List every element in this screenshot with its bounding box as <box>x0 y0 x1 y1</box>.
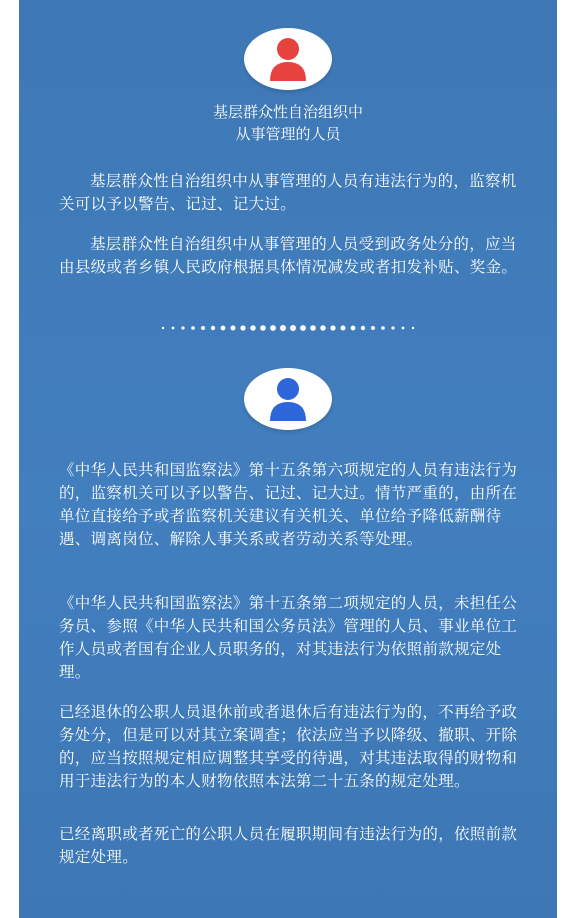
paragraph-supervision-law-item2: 《中华人民共和国监察法》第十五条第二项规定的人员，未担任公务员、参照《中华人民共和国公务员法》管理的人员、事业单位工作人员或者国有企业人员职务的，对其违法行为依照前款规定处理。 <box>59 594 518 681</box>
person-icon-blue <box>268 377 308 421</box>
section-title-line1: 基层群众性自治组织中 <box>212 103 363 121</box>
paragraph-retired-officials: 已经退休的公职人员退休前或者退休后有违法行为的，不再给予政务处分，但是可以对其立案调查；依法应当予以降级、撤职、开除的，应当按照规定相应调整其享受的待遇，对其违法取得的财物和用于违法行为的本人财物依照本法第二十五条的规定处理。 <box>59 703 518 790</box>
person-icon-red <box>268 37 308 81</box>
dotted-divider <box>161 324 417 332</box>
section-title-line2: 从事管理的人员 <box>235 125 341 143</box>
person-avatar-blue <box>244 368 332 430</box>
paragraph-village-warning: 基层群众性自治组织中从事管理的人员有违法行为的，监察机关可以予以警告、记过、记大过。 <box>59 172 517 213</box>
paragraph-village-subsidy: 基层群众性自治组织中从事管理的人员受到政务处分的，应当由县级或者乡镇人民政府根据具体情况减发或者扣发补贴、奖金。 <box>59 235 518 276</box>
content-panel <box>19 0 557 918</box>
section-title <box>19 101 557 145</box>
paragraph-departed-officials: 已经离职或者死亡的公职人员在履职期间有违法行为的，依照前款规定处理。 <box>59 825 518 866</box>
person-avatar-red <box>244 28 332 90</box>
paragraph-supervision-law-item6: 《中华人民共和国监察法》第十五条第六项规定的人员有违法行为的，监察机关可以予以警告、记过、记大过。情节严重的，由所在单位直接给予或者监察机关建议有关机关、单位给予降低薪酬待遇、调离岗位、解除人事关系或者劳动关系等处理。 <box>59 461 518 548</box>
